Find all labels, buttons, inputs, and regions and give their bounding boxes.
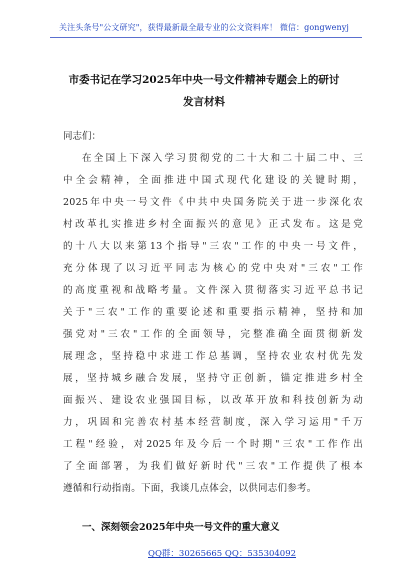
- paragraph-line: 遵循和行动指南。下面，我谈几点体会，以供同志们参考。: [63, 483, 317, 494]
- paragraph-line: 强党对"三农"工作的全面领导，完整准确全面贯彻新发: [63, 329, 363, 340]
- greeting: 同志们：: [63, 131, 102, 142]
- paragraph-line: 的十八大以来第13个指导"三农"工作的中央一号文件，: [63, 241, 363, 252]
- paragraph-line: 力，巩固和完善农村基本经营制度，深入学习运用"千万: [63, 417, 363, 428]
- footer-contact: QQ群：30265665 QQ：535304092: [148, 549, 297, 559]
- section-heading: 一、深刻领会2025年中央一号文件的重大意义: [82, 522, 280, 533]
- paragraph-line: 工程"经验，对2025年及今后一个时期"三农"工作作出: [63, 439, 363, 450]
- paragraph-line: 展，坚持城乡融合发展，坚持守正创新，锚定推进乡村全: [63, 373, 363, 384]
- paragraph-line: 充分体现了以习近平同志为核心的党中央对"三农"工作: [63, 263, 363, 274]
- paragraph-line: 关于"三农"工作的重要论述和重要指示精神，坚持和加: [63, 307, 363, 318]
- header-promo-text: 关注头条号"公文研究"，获得最新最全最专业的公文资料库！ 微信：gongwenyj: [59, 23, 349, 32]
- document-title-line-1: 市委书记在学习2025年中央一号文件精神专题会上的研讨: [68, 74, 340, 86]
- paragraph-line: 的高度重视和战略考量。文件深入贯彻落实习近平总书记: [63, 285, 363, 296]
- paragraph-line: 了全面部署，为我们做好新时代"三农"工作提供了根本: [63, 461, 363, 472]
- document-title-line-2: 发言材料: [183, 96, 225, 108]
- paragraph-line: 中全会精神，全面推进中国式现代化建设的关键时期，: [63, 175, 363, 186]
- paragraph-line: 在全国上下深入学习贯彻党的二十大和二十届二中、三: [82, 153, 363, 164]
- header-divider: [50, 37, 362, 38]
- paragraph-line: 展理念，坚持稳中求进工作总基调，坚持农业农村优先发: [63, 351, 363, 362]
- paragraph-line: 面振兴、建设农业强国目标，以改革开放和科技创新为动: [63, 395, 363, 406]
- paragraph-line: 村改革扎实推进乡村全面振兴的意见》正式发布。这是党: [63, 219, 363, 230]
- paragraph-line: 2025年中央一号文件《中共中央国务院关于进一步深化农: [63, 197, 363, 208]
